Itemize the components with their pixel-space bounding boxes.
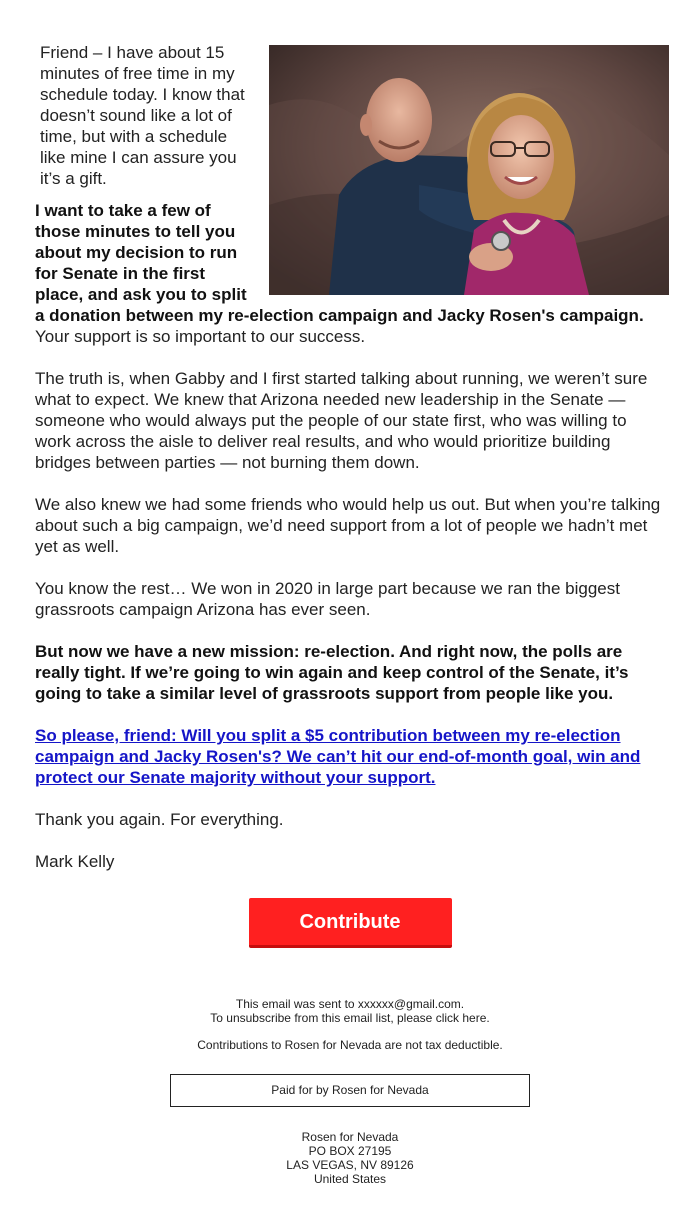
sent-to-text: This email was sent to xxxxxx@gmail.com. xyxy=(235,997,465,1011)
thanks-paragraph: Thank you again. For everything. xyxy=(35,810,284,829)
address-line: LAS VEGAS, NV 89126 xyxy=(286,1158,414,1172)
contribute-button-container xyxy=(0,898,700,948)
truth-paragraph: The truth is, when Gabby and I first started talking about running, we weren’t sure what to expect. We knew that Arizona needed new leadership in the Senate — someone who would always put the people of our state first, who was willing to work across the aisle to deliver real results, and who would prioritize building bridges between parties — not burning them down. xyxy=(35,369,648,472)
candidate-photo xyxy=(269,45,669,295)
tax-note: Contributions to Rosen for Nevada are not tax deductible. xyxy=(197,1038,503,1052)
friends-paragraph: We also knew we had some friends who would help us out. But when you’re talking about such a big campaign, we’d need support from a lot of people we hadn’t met yet as well. xyxy=(35,495,661,556)
email-footer xyxy=(0,997,700,1186)
split-donation-link[interactable]: So please, friend: Will you split a $5 contribution between my re-election campaign and Jacky Rosen's? We can’t hit our end-of-month goal, win and protect our Senate majority without your support. xyxy=(35,726,641,787)
message-content xyxy=(35,42,667,872)
address-line: United States xyxy=(313,1172,387,1186)
mailing-address xyxy=(0,1130,700,1186)
cta-paragraph xyxy=(35,725,667,788)
ask-bold-text: I want to take a few of those minutes to tell you about my decision to run for Senate in the first place, and ask you to split a donation between my re-election campaign and Jacky Rosen's campaign. xyxy=(35,201,644,325)
contribute-button[interactable]: Contribute xyxy=(249,898,452,948)
address-line: PO BOX 27195 xyxy=(308,1144,392,1158)
paid-for-disclaimer: Paid for by Rosen for Nevada xyxy=(170,1074,530,1107)
unsubscribe-link[interactable]: To unsubscribe from this email list, please click here. xyxy=(210,1011,490,1025)
rest-paragraph: You know the rest… We won in 2020 in large part because we ran the biggest grassroots campaign Arizona has ever seen. xyxy=(35,579,620,619)
address-line: Rosen for Nevada xyxy=(301,1130,399,1144)
ask-rest-text: Your support is so important to our success. xyxy=(35,327,366,346)
signature: Mark Kelly xyxy=(35,852,115,871)
intro-paragraph: Friend – I have about 15 minutes of free time in my schedule today. I know that doesn’t sound like a lot of time, but with a schedule like mine I can assure you it’s a gift. xyxy=(40,43,245,188)
mission-paragraph: But now we have a new mission: re-election. And right now, the polls are really tight. If we’re going to win again and keep control of the Senate, it’s going to take a similar level of grassroots support from people like you. xyxy=(35,642,629,703)
